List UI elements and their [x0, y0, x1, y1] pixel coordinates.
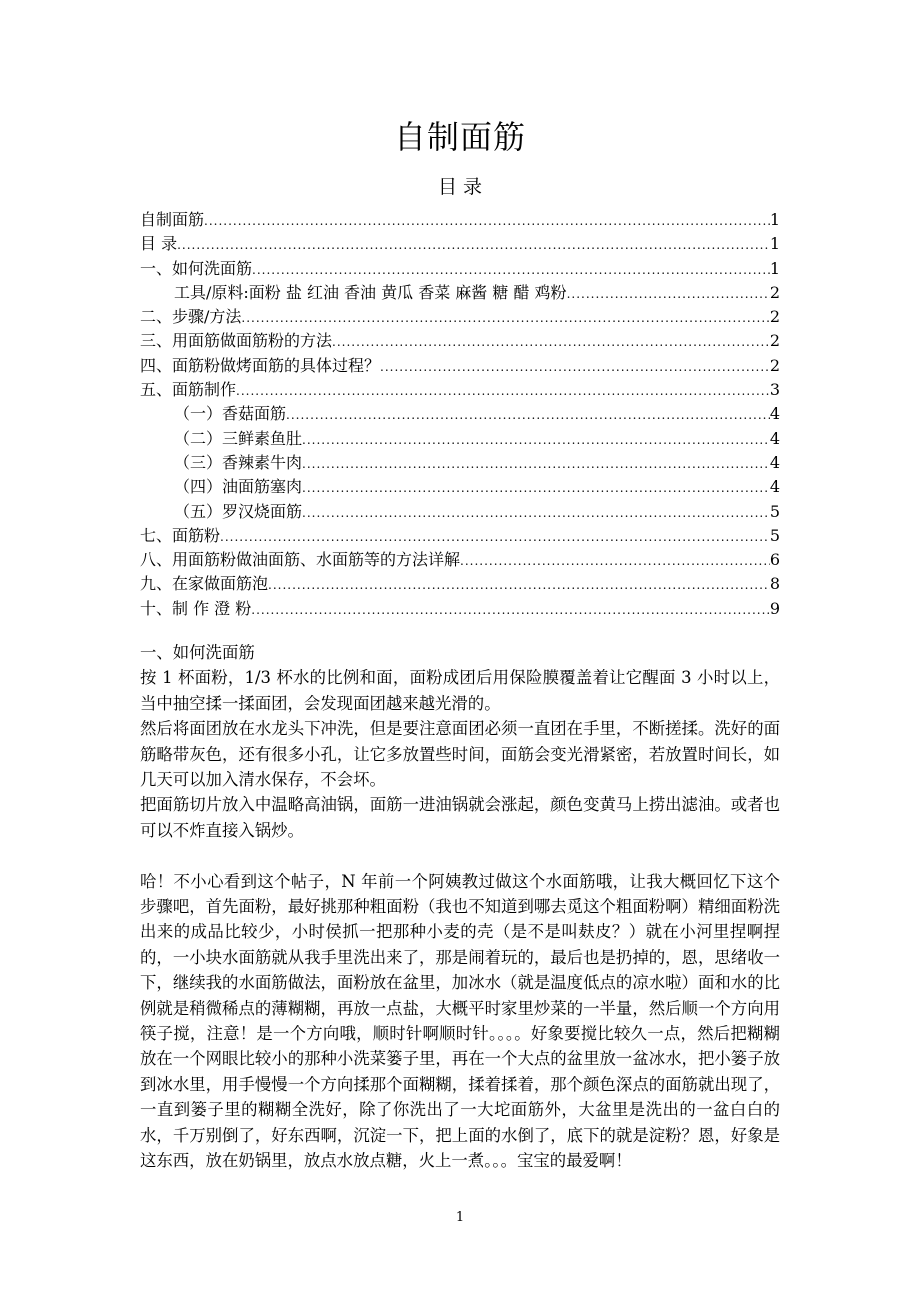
page-number: 1 [455, 1210, 465, 1225]
toc-entry-label: （五）罗汉烧面筋 [174, 501, 303, 521]
toc-entry-page: 2 [769, 307, 780, 327]
toc-entry[interactable] [140, 281, 780, 305]
toc-entry-label: （四）油面筋塞肉 [174, 477, 303, 497]
toc-entry-page: 2 [769, 331, 780, 351]
toc-dot-leader [286, 403, 770, 427]
toc-dot-leader [332, 330, 770, 354]
body-text [140, 640, 780, 1174]
toc-dot-leader [204, 209, 770, 233]
toc-dot-leader [236, 379, 770, 403]
toc-entry[interactable] [140, 305, 780, 329]
toc-dot-leader [380, 355, 770, 379]
toc-dot-leader [302, 501, 770, 525]
toc-dot-leader [268, 573, 770, 597]
toc-entry-label: 九、在家做面筋泡 [140, 574, 269, 594]
toc-dot-leader [177, 233, 770, 257]
toc-entry[interactable] [140, 208, 780, 232]
toc-dot-leader [252, 258, 770, 282]
toc-entry[interactable] [140, 451, 780, 475]
toc-entry-page: 8 [769, 574, 780, 594]
toc-entry-label: 目 录 [140, 234, 178, 254]
section-heading: 一、如何洗面筋 [140, 643, 255, 662]
toc-entry[interactable] [140, 427, 780, 451]
toc-entry-label: 工具/原料:面粉 盐 红油 香油 黄瓜 香菜 麻酱 糖 醋 鸡粉 [174, 282, 567, 302]
toc-entry-page: 2 [769, 282, 780, 302]
toc-entry-label: 七、面筋粉 [140, 525, 221, 545]
toc-entry-label: 二、步骤/方法 [140, 307, 242, 327]
toc-entry[interactable] [140, 378, 780, 402]
toc-entry-page: 4 [769, 477, 780, 497]
toc-entry-label: 五、面筋制作 [140, 380, 237, 400]
paragraph: 哈！不小心看到这个帖子，N 年前一个阿姨教过做这个水面筋哦，让我大概回忆下这个步骤吧，首先面粉，最好挑那种粗面粉（我也不知道到哪去觅这个粗面粉啊）精细面粉洗出来的成品比较少，小时侯抓一把那种小麦的壳（是不是叫麸皮？）就在小河里捏啊捏的，一小块水面筋就从我手里洗出来了，那是闹着玩的，最后也是扔掉的，恩，思绪收一下，继续我的水面筋做法，面粉放在盆里，加冰水（就是温度低点的凉水啦）面和水的比例就是稍微稀点的薄糊糊，再放一点盐，大概平时家里炒菜的一半量，然后顺一个方向用筷子搅，注意！是一个方向哦，顺时针啊顺时针。。。。好象要搅比较久一点，然后把糊糊放在一个网眼比较小的那种小洗菜篓子里，再在一个大点的盆里放一盆冰水，把小篓子放到冰水里，用手慢慢一个方向揉那个面糊糊，揉着揉着，那个颜色深点的面筋就出现了，一直到篓子里的糊糊全洗好，除了你洗出了一大坨面筋外，大盆里是洗出的一盆白白的水，千万别倒了，好东西啊，沉淀一下，把上面的水倒了，底下的就是淀粉？恩，好象是这东西，放在奶锅里，放点水放点糖，火上一煮。。。宝宝的最爱啊！ [140, 871, 780, 1171]
document-title: 自制面筋 [393, 118, 526, 156]
toc-entry[interactable] [140, 257, 780, 281]
toc-entry[interactable] [140, 597, 780, 621]
toc-entry[interactable] [140, 572, 780, 596]
toc-entry-page: 5 [769, 501, 780, 521]
toc-entry[interactable] [140, 329, 780, 353]
paragraph: 按 1 杯面粉，1/3 杯水的比例和面，面粉成团后用保险膜覆盖着让它醒面 3 小时以上，当中抽空揉一揉面团，会发现面团越来越光滑的。 [140, 668, 780, 713]
toc-dot-leader [220, 525, 770, 549]
toc-entry[interactable] [140, 500, 780, 524]
toc-entry-page: 2 [769, 355, 780, 375]
toc-dot-leader [251, 598, 770, 622]
toc-entry-label: （一）香菇面筋 [174, 404, 287, 424]
toc-entry-page: 4 [769, 428, 780, 448]
toc-entry[interactable] [140, 354, 780, 378]
toc-heading: 目 录 [437, 176, 483, 198]
toc-entry-label: 八、用面筋粉做油面筋、水面筋等的方法详解 [140, 550, 461, 570]
toc-entry-label: 十、制 作 澄 粉 [140, 598, 252, 618]
paragraph: 然后将面团放在水龙头下冲洗，但是要注意面团必须一直团在手里，不断搓揉。洗好的面筋略带灰色，还有很多小孔，让它多放置些时间，面筋会变光滑紧密，若放置时间长，如几天可以加入清水保存，不会坏。 [140, 719, 780, 790]
toc-entry-page: 6 [769, 550, 780, 570]
toc-dot-leader [241, 306, 769, 330]
toc-entry[interactable] [140, 475, 780, 499]
toc-entry[interactable] [140, 232, 780, 256]
toc-entry-page: 1 [769, 258, 780, 278]
toc-dot-leader [302, 452, 770, 476]
toc-entry[interactable] [140, 524, 780, 548]
toc-dot-leader [302, 476, 770, 500]
toc-entry-page: 1 [769, 234, 780, 254]
paragraph-gap [140, 843, 780, 868]
paragraph: 把面筋切片放入中温略高油锅，面筋一进油锅就会涨起，颜色变黄马上捞出滤油。或者也可以不炸直接入锅炒。 [140, 795, 780, 840]
toc-entry-page: 3 [769, 380, 780, 400]
toc-dot-leader [460, 549, 770, 573]
toc-entry-label: 一、如何洗面筋 [140, 258, 253, 278]
toc-entry-label: （三）香辣素牛肉 [174, 452, 303, 472]
toc-entry[interactable] [140, 402, 780, 426]
toc-entry-label: 自制面筋 [140, 210, 205, 229]
toc-entry-page: 4 [769, 452, 780, 472]
table-of-contents [140, 208, 780, 621]
toc-entry-page: 4 [769, 404, 780, 424]
toc-entry-label: 四、面筋粉做烤面筋的具体过程？ [140, 355, 381, 375]
toc-entry-label: 三、用面筋做面筋粉的方法 [140, 331, 333, 351]
toc-dot-leader [567, 282, 770, 306]
toc-entry-page: 9 [769, 598, 780, 618]
toc-entry-page: 1 [769, 210, 780, 229]
toc-dot-leader [302, 428, 770, 452]
toc-entry-page: 5 [769, 525, 780, 545]
toc-entry-label: （二）三鲜素鱼肚 [174, 428, 303, 448]
toc-entry[interactable] [140, 548, 780, 572]
